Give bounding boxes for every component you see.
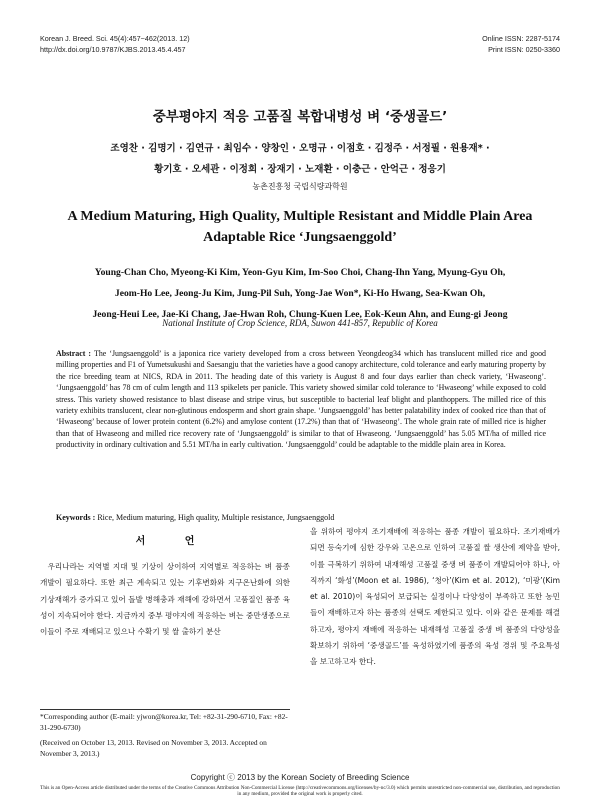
issn-header bbox=[482, 33, 560, 55]
authors-english-line: Jeong-Heui Lee, Jae-Ki Chang, Jae-Hwan Roh, Chung-Kuen Lee, Eok-Keun Ahn, and Eung-gi Jeong bbox=[92, 309, 508, 320]
affiliation-english: National Institute of Crop Science, RDA, Suwon 441-857, Republic of Korea bbox=[162, 318, 438, 328]
keywords-text: Rice, Medium maturing, High quality, Multiple resistance, Jungsaenggold bbox=[97, 513, 335, 522]
affiliation-korean: 농촌진흥청 국립식량과학원 bbox=[252, 182, 348, 191]
keywords-label: Keywords : bbox=[56, 513, 96, 522]
authors-korean-line: 황기호 · 오세관 · 이정희 · 장재기 · 노재환 · 이충근 · 안억근 · 정응기 bbox=[154, 164, 446, 175]
online-issn: Online ISSN: 2287-5174 bbox=[482, 34, 560, 43]
intro-left-column: 우리나라는 지역별 지대 및 기상이 상이하여 지역별로 적응하는 벼 품종 개발이 필요하다. 또한 최근 계속되고 있는 기후변화와 지구온난화에 의한 기상재해가 증가되고 있어 돌발 병해충과 재해에 강하면서 고품질인 품종 육성이 지속되어야 한다. 지금까지 중부 평야지에 적응하는 벼는 중만생종으로 이들이 주로 재배되고 있으나 수확기 및 쌀 출하기 분산 bbox=[40, 562, 290, 637]
doi-link[interactable]: http://dx.doi.org/10.9787/KJBS.2013.45.4.457 bbox=[40, 45, 186, 54]
title-korean: 중부평야지 적응 고품질 복합내병성 벼 ‘중생골드’ bbox=[152, 109, 448, 125]
journal-header bbox=[40, 33, 190, 55]
authors-english-line: Jeom-Ho Lee, Jeong-Ju Kim, Jung-Pil Suh, Yong-Jae Won*, Ki-Ho Hwang, Sea-Kwan Oh, bbox=[114, 288, 486, 299]
journal-citation: Korean J. Breed. Sci. 45(4):457~462(2013. 12) bbox=[40, 34, 190, 43]
title-english bbox=[40, 206, 560, 248]
title-english-line: A Medium Maturing, High Quality, Multiple Resistant and Middle Plain Area bbox=[67, 209, 533, 224]
authors-english bbox=[40, 262, 560, 325]
abstract-text: The ‘Jungsaenggold’ is a japonica rice variety developed from a cross between Yeongdeog34 which has translucent milled rice and good milling properties and F1 of Yumetsukushi and Saesangju that the varieties have a good canopy architecture, cold tolerance and early maturing property by the rice breeding team at NICS, RDA in 2011. The heading date of this variety is August 8 and four days earlier than check variety, ‘Hwaseong’. ‘Jungsaenggold’ has 78 cm of culm length and 113 spikelets per panicle. This variety showed similar cold tolerance to ‘Hwaseong’ while exposed to cold stress. This variety showed resistance to blast disease and stripe virus, but susceptible to bacterial leaf blight and planthoppers. The milled rice of this variety exhibits translucent, clear non-glutinous endosperm and short grain shape. ‘Jungsaenggold’ has better palatability index of cooked rice than that of ‘Hwaseong’ because of lower protein content (6.2%) and amylose content (17.2%) than that of ‘Hwaseong’. The whole grain rate of milled rice is higher than that of Hwaseong and milled rice recovery rate of ‘Jungsaenggold’ is similar to that of Hwaseong. ‘Jungsaenggold’ has 5.05 MT/ha of milled rice productivity in ordinary cultivation and 5.51 MT/ha in early cultivation. ‘Jungsaenggold’ could be adaptable to the middle plain area in Korea. bbox=[56, 349, 546, 450]
print-issn: Print ISSN: 0250-3360 bbox=[488, 45, 560, 54]
footnote-divider bbox=[40, 709, 290, 710]
corresponding-author-footnote: *Corresponding author (E-mail: yjwon@korea.kr, Tel: +82-31-290-6710, Fax: +82-31-290-6730) bbox=[40, 712, 288, 732]
license-notice: This is an Open-Access article distributed under the terms of the Creative Commons Attribution Non-Commercial License (http://creativecommons.org/licenses/by-nc/3.0) which permits unrestricted non-commercial use, distribution, and reproduction in any medium, provided the original work is properly cited. bbox=[40, 785, 560, 798]
authors-korean bbox=[60, 138, 540, 180]
abstract bbox=[56, 348, 546, 451]
abstract-label: Abstract : bbox=[56, 349, 92, 358]
intro-right-column: 을 위하여 평야지 조기재배에 적응하는 품종 개발이 필요하다. 조기재배가 되면 등숙기에 심한 강우와 고온으로 인하여 고품질 쌀 생산에 제약을 받아, 이를 극복하기 위하여 내재해성 고품질 중생 벼 품종이 개발되어야 하나, 아직까지 ‘화성’(Moon et al. 1986), ‘청아’(Kim et al. 2012), ‘미광’(Kim et al. 2010)이 육성되어 보급되는 실정이나 다양성이 부족하고 또한 농민들이 재배하고자 하는 품종의 선택도 제한되고 있다. 이와 같은 문제를 해결하고자, 평야지 재배에 적응하는 내재해성 고품질 중생 벼 품종의 다양성을 확보하기 위하여 ‘중생골드’를 육성하였기에 품종의 육성 경위 및 주요특성을 보고하고자 한다. bbox=[310, 527, 560, 667]
section-heading-introduction: 서 언 bbox=[135, 536, 213, 547]
title-english-line: Adaptable Rice ‘Jungsaenggold’ bbox=[203, 230, 397, 245]
authors-korean-line: 조영찬 · 김명기 · 김연규 · 최임수 · 양창인 · 오명규 · 이점호 · 김정주 · 서정필 · 원용재* · bbox=[110, 143, 490, 154]
keywords bbox=[56, 513, 546, 522]
received-dates-footnote: (Received on October 13, 2013. Revised on November 3, 2013. Accepted on November 3, 2013.) bbox=[40, 738, 267, 758]
copyright-notice: Copyright ⓒ 2013 by the Korean Society of Breeding Science bbox=[190, 773, 410, 782]
authors-english-line: Young-Chan Cho, Myeong-Ki Kim, Yeon-Gyu Kim, Im-Soo Choi, Chang-Ihn Yang, Myung-Gyu Oh, bbox=[94, 267, 506, 278]
